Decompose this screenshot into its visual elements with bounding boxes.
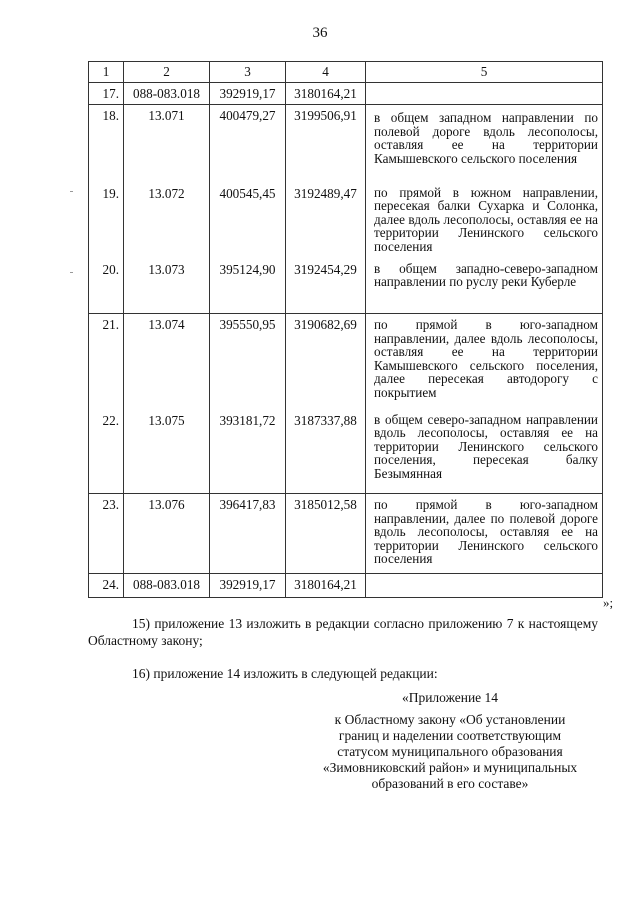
point-number: 13.071 xyxy=(124,105,210,183)
point-number: 13.072 xyxy=(124,183,210,259)
row-number: 20. xyxy=(89,259,124,314)
header-col-5: 5 xyxy=(366,62,603,83)
table-row xyxy=(89,494,603,574)
coordinate-x: 393181,72 xyxy=(210,410,286,494)
boundary-description: по прямой в юго-западном направлении, далее по полевой дороге вдоль лесополосы, оставляя ее на территории Ленинского сельского поселения xyxy=(366,494,603,574)
closing-quote-mark: »; xyxy=(603,595,614,610)
boundary-description: в общем западно-северо-западном направлении по руслу реки Куберле xyxy=(366,259,603,314)
row-number: 22. xyxy=(89,410,124,494)
row-number: 24. xyxy=(89,574,124,598)
appendix-subtitle-line: образований в его составе» xyxy=(371,776,529,791)
boundary-description xyxy=(366,83,603,105)
row-number: 18. xyxy=(89,105,124,183)
table-row xyxy=(89,259,603,314)
appendix-title: «Приложение 14 xyxy=(401,690,499,705)
appendix-subtitle-line: к Областному закону «Об установлении xyxy=(334,712,566,727)
coordinate-y: 3180164,21 xyxy=(286,83,366,105)
coordinate-y: 3192454,29 xyxy=(286,259,366,314)
point-number: 088-083.018 xyxy=(124,574,210,598)
coordinate-x: 392919,17 xyxy=(210,574,286,598)
table-row xyxy=(89,314,603,410)
row-number: 19. xyxy=(89,183,124,259)
page-number: 36 xyxy=(312,25,328,41)
point-number: 13.075 xyxy=(124,410,210,494)
header-col-4: 4 xyxy=(286,62,366,83)
boundary-description xyxy=(366,574,603,598)
margin-mark xyxy=(70,272,73,273)
point-number: 13.073 xyxy=(124,259,210,314)
coordinate-y: 3190682,69 xyxy=(286,314,366,410)
table-row xyxy=(89,574,603,598)
coordinate-y: 3187337,88 xyxy=(286,410,366,494)
table-row xyxy=(89,410,603,494)
coordinate-x: 392919,17 xyxy=(210,83,286,105)
paragraph-item-15: 15) приложение 13 изложить в редакции согласно приложению 7 к настоящему Областному закону; xyxy=(88,616,598,648)
table-row xyxy=(89,105,603,183)
coordinate-x: 396417,83 xyxy=(210,494,286,574)
appendix-subtitle-line: «Зимовниковский район» и муниципальных xyxy=(322,760,578,775)
point-number: 13.074 xyxy=(124,314,210,410)
coordinate-x: 395550,95 xyxy=(210,314,286,410)
coordinate-x: 400479,27 xyxy=(210,105,286,183)
header-col-3: 3 xyxy=(210,62,286,83)
boundary-description: в общем северо-западном направлении вдоль лесополосы, оставляя ее на территории Ленинского сельского поселения, пересекая балку Безымянная xyxy=(366,410,603,494)
header-col-2: 2 xyxy=(124,62,210,83)
coordinate-y: 3192489,47 xyxy=(286,183,366,259)
table-header-row xyxy=(89,62,603,83)
point-number: 088-083.018 xyxy=(124,83,210,105)
boundary-coordinates-table xyxy=(88,61,603,598)
coordinate-y: 3185012,58 xyxy=(286,494,366,574)
coordinate-x: 400545,45 xyxy=(210,183,286,259)
coordinate-y: 3180164,21 xyxy=(286,574,366,598)
coordinate-y: 3199506,91 xyxy=(286,105,366,183)
header-col-1: 1 xyxy=(89,62,124,83)
appendix-subtitle-line: границ и наделении соответствующим xyxy=(338,728,562,743)
row-number: 17. xyxy=(89,83,124,105)
boundary-description: по прямой в южном направлении, пересекая балки Сухарка и Солонка, далее вдоль лесополосы, оставляя ее на территории Ленинского сельского поселения xyxy=(366,183,603,259)
point-number: 13.076 xyxy=(124,494,210,574)
coordinate-x: 395124,90 xyxy=(210,259,286,314)
table-row xyxy=(89,83,603,105)
appendix-subtitle-line: статусом муниципального образования xyxy=(337,744,563,759)
table-row xyxy=(89,183,603,259)
margin-mark xyxy=(70,191,73,192)
paragraph-item-16: 16) приложение 14 изложить в следующей редакции: xyxy=(132,666,438,681)
row-number: 23. xyxy=(89,494,124,574)
row-number: 21. xyxy=(89,314,124,410)
boundary-description: в общем западном направлении по полевой дороге вдоль лесополосы, оставляя ее на территории Камышевского сельского поселения xyxy=(366,105,603,183)
boundary-description: по прямой в юго-западном направлении, далее вдоль лесополосы, оставляя ее на территории Камышевского сельского поселения, далее пересекая автодорогу с покрытием xyxy=(366,314,603,410)
